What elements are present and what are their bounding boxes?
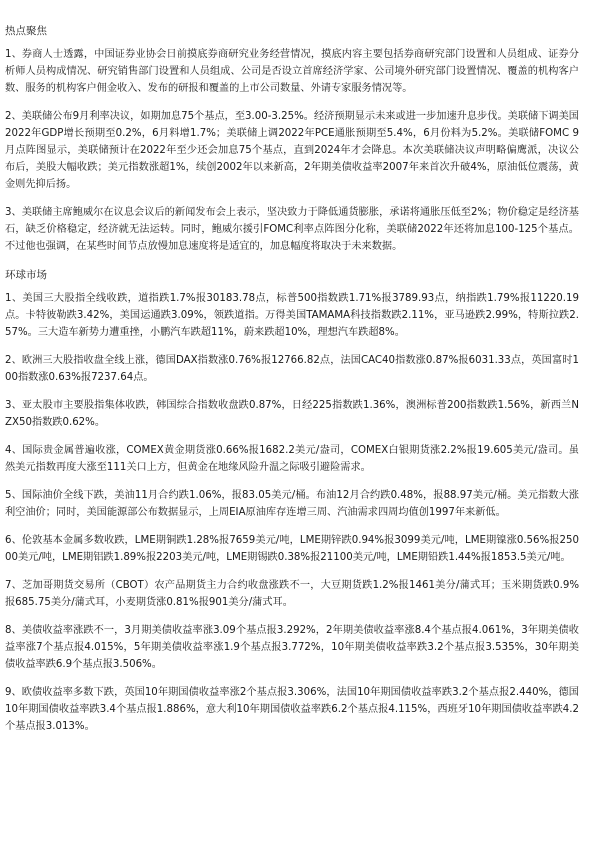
global-markets-paragraph-4: 4、国际贵金属普遍收涨，COMEX黄金期货涨0.66%报1682.2美元/盎司，COMEX白银期货涨2.2%报19.605美元/盎司。虽然美元指数再度大涨至111关口上方，但黄金在地缘风险升温之际吸引避险需求。: [5, 445, 579, 473]
section-title-global-markets: 环球市场: [5, 269, 47, 281]
global-markets-paragraph-7: 7、芝加哥期货交易所（CBOT）农产品期货主力合约收盘涨跌不一，大豆期货跌1.2%报1461美分/蒲式耳；玉米期货跌0.9%报685.75美分/蒲式耳，小麦期货涨0.81%报901美分/蒲式耳。: [5, 580, 579, 608]
global-markets-paragraph-8: 8、美债收益率涨跌不一，3月期美债收益率涨3.09个基点报3.292%，2年期美债收益率涨8.4个基点报4.061%，3年期美债收益率涨7个基点报4.015%，5年期美债收益率涨1.9个基点报3.772%，10年期美债收益率跌3.2个基点报3.535%，30年期美债收益率跌6.9个基点报3.506%。: [5, 625, 579, 670]
global-markets-paragraph-3: 3、亚太股市主要股指集体收跌，韩国综合指数收盘跌0.87%，日经225指数跌1.36%，澳洲标普200指数跌1.56%，新西兰NZX50指数跌0.62%。: [5, 400, 579, 428]
global-markets-paragraph-2: 2、欧洲三大股指收盘全线上涨，德国DAX指数涨0.76%报12766.82点，法国CAC40指数涨0.87%报6031.33点，英国富时100指数涨0.63%报7237.64点。: [5, 355, 579, 383]
hot-focus-paragraph-1: 1、券商人士透露，中国证券业协会日前摸底券商研究业务经营情况，摸底内容主要包括券商研究部门设置和人员组成、证券分析师人员构成情况、研究销售部门设置和人员组成、公司是否设立首席经济学家、公司境外研究部门设置情况、覆盖的机构客户数、服务的机构客户佣金收入、发布的研报和覆盖的上市公司数量、外请专家服务情况等。: [5, 49, 579, 94]
hot-focus-paragraph-3: 3、美联储主席鲍威尔在议息会议后的新闻发布会上表示，坚决致力于降低通货膨胀，承诺将通胀压低至2%；物价稳定是经济基石，缺乏价格稳定，经济就无法运转。同时，鲍威尔援引FOMC利率点阵图分化称，美联储2022年还将加息100-125个基点。不过他也强调，在某些时间节点放慢加息速度将是适宜的，加息幅度将取决于未来数据。: [5, 207, 579, 252]
hot-focus-paragraph-2: 2、美联储公布9月利率决议，如期加息75个基点，至3.00-3.25%。经济预期显示未来或进一步加速升息步伐。美联储下调美国2022年GDP增长预期至0.2%，6月料增1.7%；美联储上调2022年PCE通胀预期至5.4%，6月份料为5.2%。美联储FOMC 9月点阵图显示，美联储预计在2022年至少还会加息75个基点，直到2024年才会降息。本次美联储决议声明略偏鹰派，决议公布后，美股大幅收跌；美元指数涨超1%，续创2002年以来新高，2年期美债收益率2007年来首次升破4%，原油低位震荡，黄金则先抑后扬。: [5, 111, 579, 190]
global-markets-paragraph-5: 5、国际油价全线下跌，美油11月合约跌1.06%，报83.05美元/桶。布油12月合约跌0.48%，报88.97美元/桶。美元指数大涨利空油价；同时，美国能源部公布数据显示，上周EIA原油库存连增三周、汽油需求四周均值创1997年来新低。: [5, 490, 579, 518]
global-markets-paragraph-9: 9、欧债收益率多数下跌，英国10年期国债收益率涨2个基点报3.306%，法国10年期国债收益率跌3.2个基点报2.440%，德国10年期国债收益率跌3.4个基点报1.886%，意大利10年期国债收益率跌6.2个基点报4.115%，西班牙10年期国债收益率跌4.2个基点报3.013%。: [5, 687, 579, 732]
global-markets-paragraph-1: 1、美国三大股指全线收跌，道指跌1.7%报30183.78点，标普500指数跌1.71%报3789.93点，纳指跌1.79%报11220.19点。卡特彼勒跌3.42%，美国运通跌3.09%，领跌道指。万得美国TAMAMA科技指数跌2.11%，亚马逊跌2.99%，特斯拉跌2.57%。三大造车新势力遭重挫，小鹏汽车跌超11%，蔚来跌超10%，理想汽车跌超8%。: [5, 293, 579, 338]
section-title-hot-focus: 热点聚焦: [5, 25, 47, 37]
global-markets-paragraph-6: 6、伦敦基本金属多数收跌，LME期铜跌1.28%报7659美元/吨，LME期锌跌0.94%报3099美元/吨，LME期镍涨0.56%报25000美元/吨，LME期铝跌1.89%报2203美元/吨，LME期锡跌0.38%报21100美元/吨，LME期铅跌1.44%报1853.5美元/吨。: [5, 535, 579, 563]
